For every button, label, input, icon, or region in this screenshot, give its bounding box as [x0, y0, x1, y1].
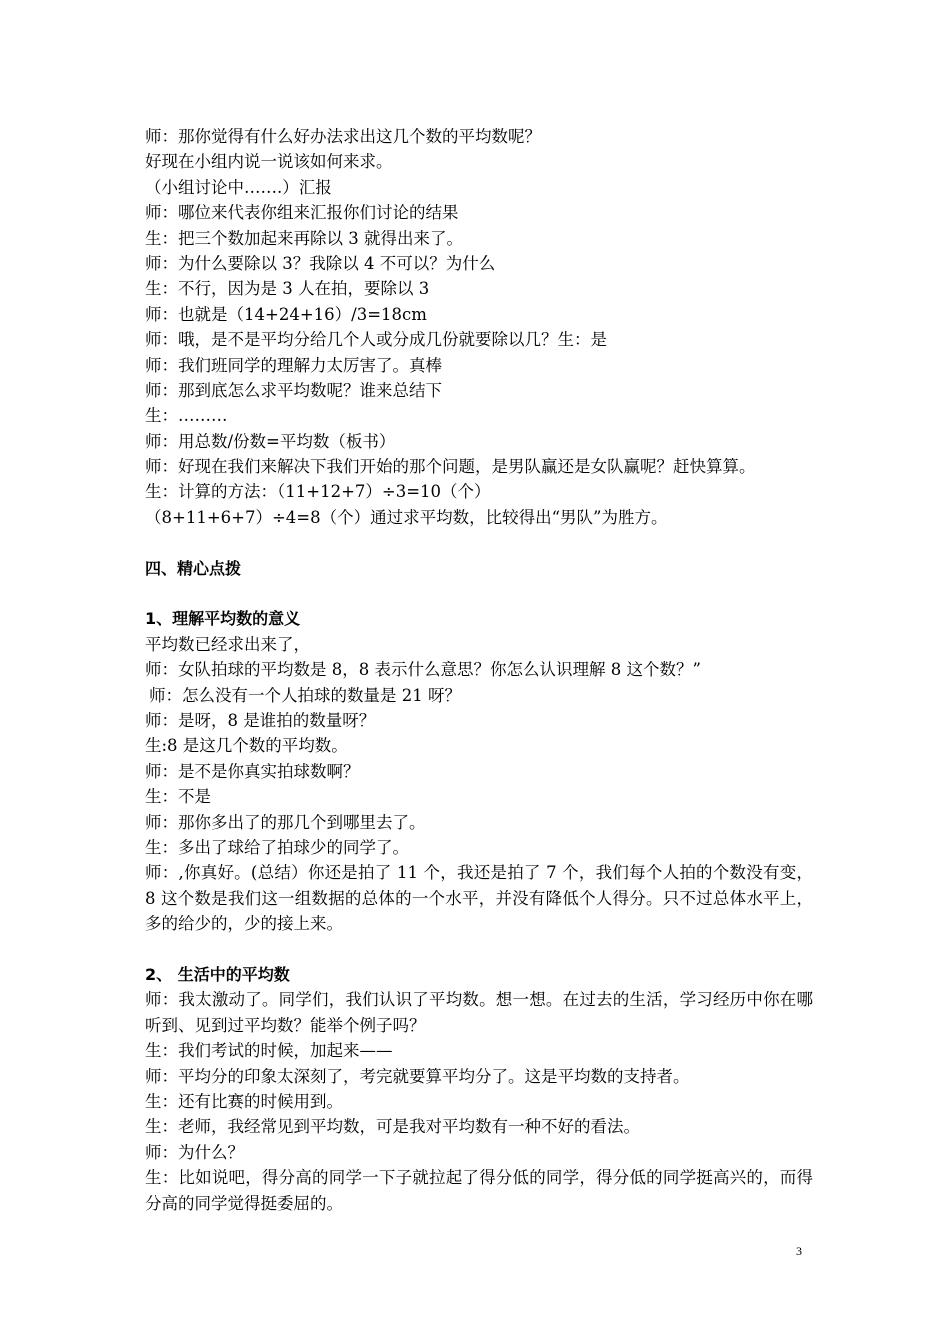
- text-line: 生：把三个数加起来再除以 3 就得出来了。: [145, 228, 463, 248]
- text-line: 生：不行，因为是 3 人在拍，要除以 3: [145, 279, 430, 299]
- spacer: [145, 937, 813, 962]
- paragraph-intro: 师：我太激动了。同学们，我们认识了平均数。想一想。在过去的生活，学习经历中你在哪听到、见到过平均数？能举个例子吗？: [145, 990, 813, 1035]
- text-line: 师：用总数/份数=平均数（板书）: [145, 431, 396, 451]
- text-line: （8+11+6+7）÷4=8（个）通过求平均数，比较得出“男队”为胜方。: [145, 507, 668, 527]
- text-line: 好现在小组内说一说该如何来求。: [145, 152, 393, 172]
- text-line: 生:8 是这几个数的平均数。: [145, 736, 348, 756]
- spacer: [145, 530, 813, 555]
- text-line: 师：是不是你真实拍球数啊？: [145, 761, 360, 781]
- section-heading: 四、精心点拨: [145, 558, 242, 578]
- text-line: 生：计算的方法：（11+12+7）÷3=10（个）: [145, 482, 491, 502]
- text-line: 师：为什么？: [145, 1142, 244, 1162]
- text-line: 师：为什么要除以 3？我除以 4 不可以？为什么: [145, 253, 496, 273]
- text-line: 师：那你觉得有什么好办法求出这几个数的平均数呢？: [145, 127, 541, 146]
- spacer: [145, 581, 813, 606]
- paragraph-example: 生：比如说吧，得分高的同学一下子就拉起了得分低的同学，得分低的同学挺高兴的，而得分高的同学觉得挺委屈的。: [145, 1168, 813, 1213]
- paragraph-solve: 师：好现在我们来解决下我们开始的那个问题，是男队赢还是女队赢呢？赶快算算。: [145, 457, 756, 477]
- text-line: 师：哪位来代表你组来汇报你们讨论的结果: [145, 203, 459, 223]
- text-line: 师：我们班同学的理解力太厉害了。真棒: [145, 355, 442, 375]
- text-line: 师：平均分的印象太深刻了，考完就要算平均分了。这是平均数的支持者。: [145, 1066, 690, 1086]
- page-body: [145, 124, 813, 1216]
- text-line: 师：哦，是不是平均分给几个人或分成几份就要除以几？生：是: [145, 330, 607, 350]
- text-line: 生：………: [145, 406, 228, 426]
- text-line: （小组讨论中…….）汇报: [145, 177, 332, 197]
- text-line: 师：那你多出了的那几个到哪里去了。: [145, 812, 426, 832]
- text-line: 生：多出了球给了拍球少的同学了。: [145, 837, 409, 857]
- text-line: 平均数已经求出来了，: [145, 634, 310, 654]
- text-line: 生：还有比赛的时候用到。: [145, 1091, 343, 1111]
- text-line: 师：那到底怎么求平均数呢？谁来总结下: [145, 380, 442, 400]
- paragraph-summary: 师：,你真好。(总结）你还是拍了 11 个，我还是拍了 7 个，我们每个人拍的个数没有变，8 这个数是我们这一组数据的总体的一个水平，并没有降低个人得分。只不过总体水平上，多的给少的，少的接上来。: [145, 863, 813, 934]
- subsection-heading: 2、 生活中的平均数: [145, 964, 290, 984]
- page-number: 3: [796, 1244, 802, 1258]
- text-line: 师：女队拍球的平均数是 8，8 表示什么意思？你怎么认识理解 8 这个数？”: [145, 660, 701, 680]
- text-line: 生：我们考试的时候，加起来——: [145, 1041, 393, 1061]
- text-line: 生：老师，我经常见到平均数，可是我对平均数有一种不好的看法。: [145, 1117, 640, 1137]
- subsection-heading: 1、理解平均数的意义: [145, 609, 301, 629]
- text-line: 生：不是: [145, 787, 211, 807]
- text-line: 师：也就是（14+24+16）/3=18cm: [145, 304, 427, 324]
- text-line: 师：是呀，8 是谁拍的数量呀？: [145, 711, 376, 730]
- text-line: 师：怎么没有一个人拍球的数量是 21 呀？: [149, 685, 461, 705]
